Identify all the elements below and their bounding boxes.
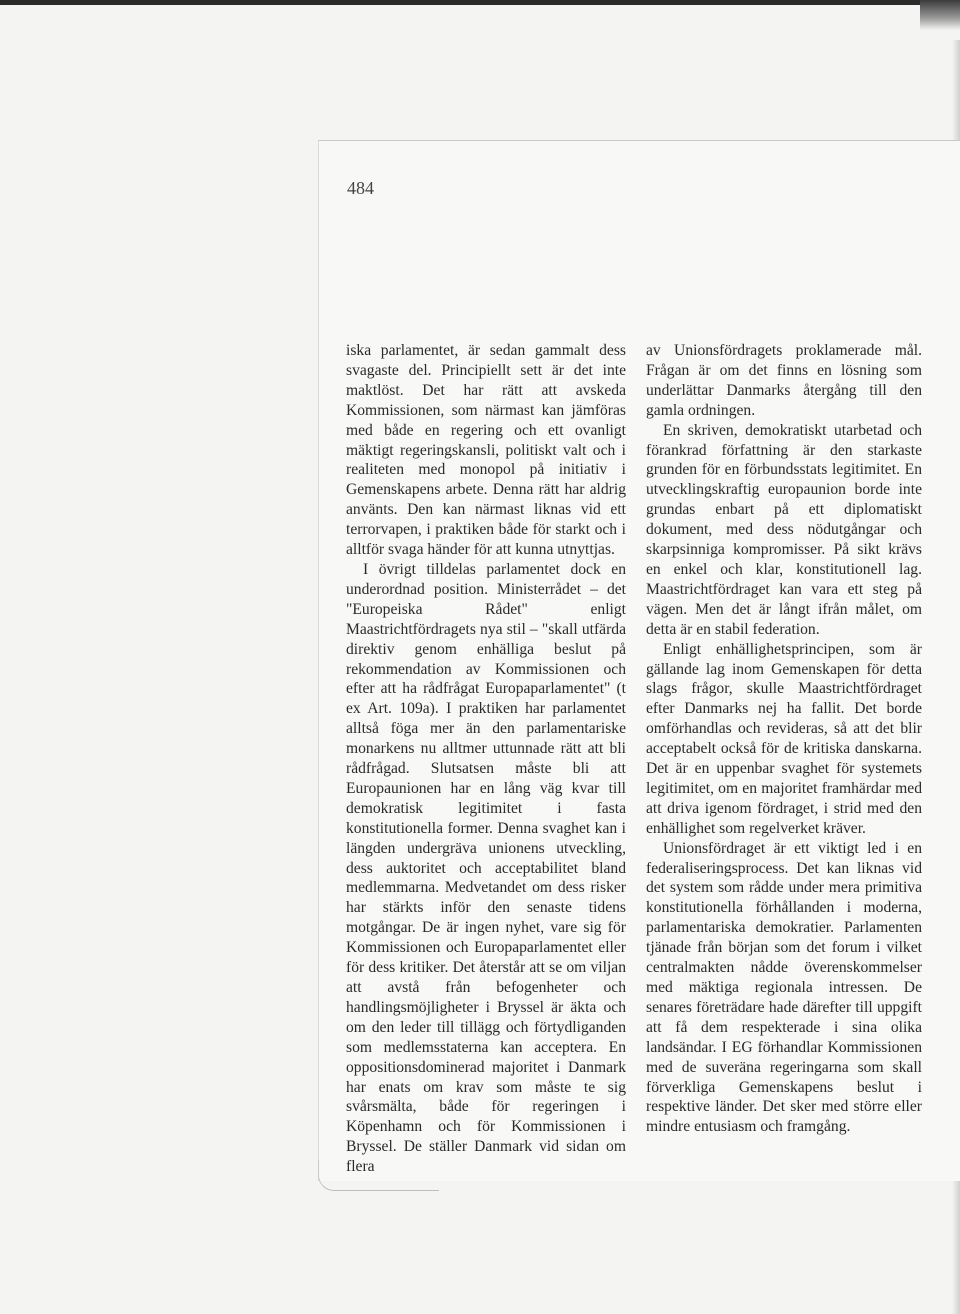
page-number: 484 bbox=[347, 178, 374, 198]
scan-corner-shadow bbox=[920, 0, 960, 30]
paragraph: Enligt enhällighetsprincipen, som är gällande lag inom Gemenskapen för detta slags frågor, skulle Maastrichtfördraget efter Danmarks nej ha fallit. Det borde omförhandlas och revideras, så att det blir acceptabelt också för de kritiska danskarna. Det är en uppenbar svaghet för systemets legitimitet, om en majoritet framhärdar med att driva igenom fördraget, i strid med den enhällighet som regelverket kräver. bbox=[646, 640, 922, 837]
scan-top-border bbox=[0, 0, 960, 5]
paragraph: En skriven, demokratiskt utarbetad och förankrad författning är den starkaste grunden för en förbundsstats legitimitet. En utvecklingskraftig europaunion borde inte grundas enbart på ett diplomatiskt dokument, med dess nödutgångar och skarpsinniga kompromisser. På sikt krävs en enkel och klar, konstitutionell lag. Maastrichtfördraget kan vara ett steg på vägen. Men det är långt ifrån målet, om detta är en stabil federation. bbox=[646, 421, 922, 638]
paragraph: av Unionsfördragets proklamerade mål. Frågan är om det finns en lösning som underlättar Danmarks återgång till den gamla ordningen. bbox=[646, 342, 922, 419]
left-text-column bbox=[346, 341, 626, 1177]
paragraph: Unionsfördraget är ett viktigt led i en federaliseringsprocess. Det kan liknas vid det system som rådde under mera primitiva konstitutionella förhållanden i moderna, parlamentariska demokratier. Parlamenten tjänade från början som det forum i vilket centralmakten nådde överenskommelser med mäktiga regionala intressen. De senares företrädare hade därefter till uppgift att få dem respekterade i sina olika landsändar. I EG förhandlar Kommissionen med de suveräna regeringarna som skall förverkliga Gemenskapens beslut i respektive länder. Det sker med större eller mindre entusiasm och framgång. bbox=[646, 839, 922, 1136]
paragraph: iska parlamentet, är sedan gammalt dess svagaste del. Principiellt sett är det inte maktlöst. Det har rätt att avskeda Kommissionen, som närmast kan jämföras med både en regering och ett ovanligt mäktigt regeringskansli, politiskt valt och i realiteten med monopol på initiativ i Gemenskapens arbete. Denna rätt har aldrig använts. Den kan närmast liknas vid ett terrorvapen, i praktiken både för starkt och i alltför svaga händer för att kunna utnyttjas. bbox=[346, 342, 626, 559]
paragraph: I övrigt tilldelas parlamentet dock en underordnad position. Ministerrådet – det "Europeiska Rådet" enligt Maastrichtfördragets nya stil – "skall utfärda direktiv genom enhälliga beslut på rekommendation av Kommissionen och efter att ha rådfrågat Europaparlamentet" (t ex Art. 109a). I praktiken har parlamentet alltså föga mer än den parlamentariske monarkens nu alltmer uttunnade rätt att bli rådfrågad. Slutsatsen måste bli att Europaunionen har en lång väg kvar till demokratisk legitimitet i fasta konstitutionella former. Denna svaghet kan i längden undergräva unionens utveckling, dess auktoritet och acceptabilitet bland medlemmarna. Medvetandet om dess risker har stärkts inför den senaste tidens motgångar. De är ingen nyhet, vare sig för Kommissionen och Europaparlamentet eller för dess kritiker. Det återstår att se om viljan att avstå från befogenheter och handlingsmöjligheter i Bryssel är äkta och om den leder till tillägg och förtydliganden som medlemsstaterna kan acceptera. En oppositionsdominerad majoritet i Danmark har enats om krav som måste te sig svårsmälta, både för regeringen i Köpenhamn och för Kommissionen i Bryssel. De ställer Danmark vid sidan om flera bbox=[346, 560, 626, 1176]
right-text-column bbox=[646, 341, 922, 1137]
